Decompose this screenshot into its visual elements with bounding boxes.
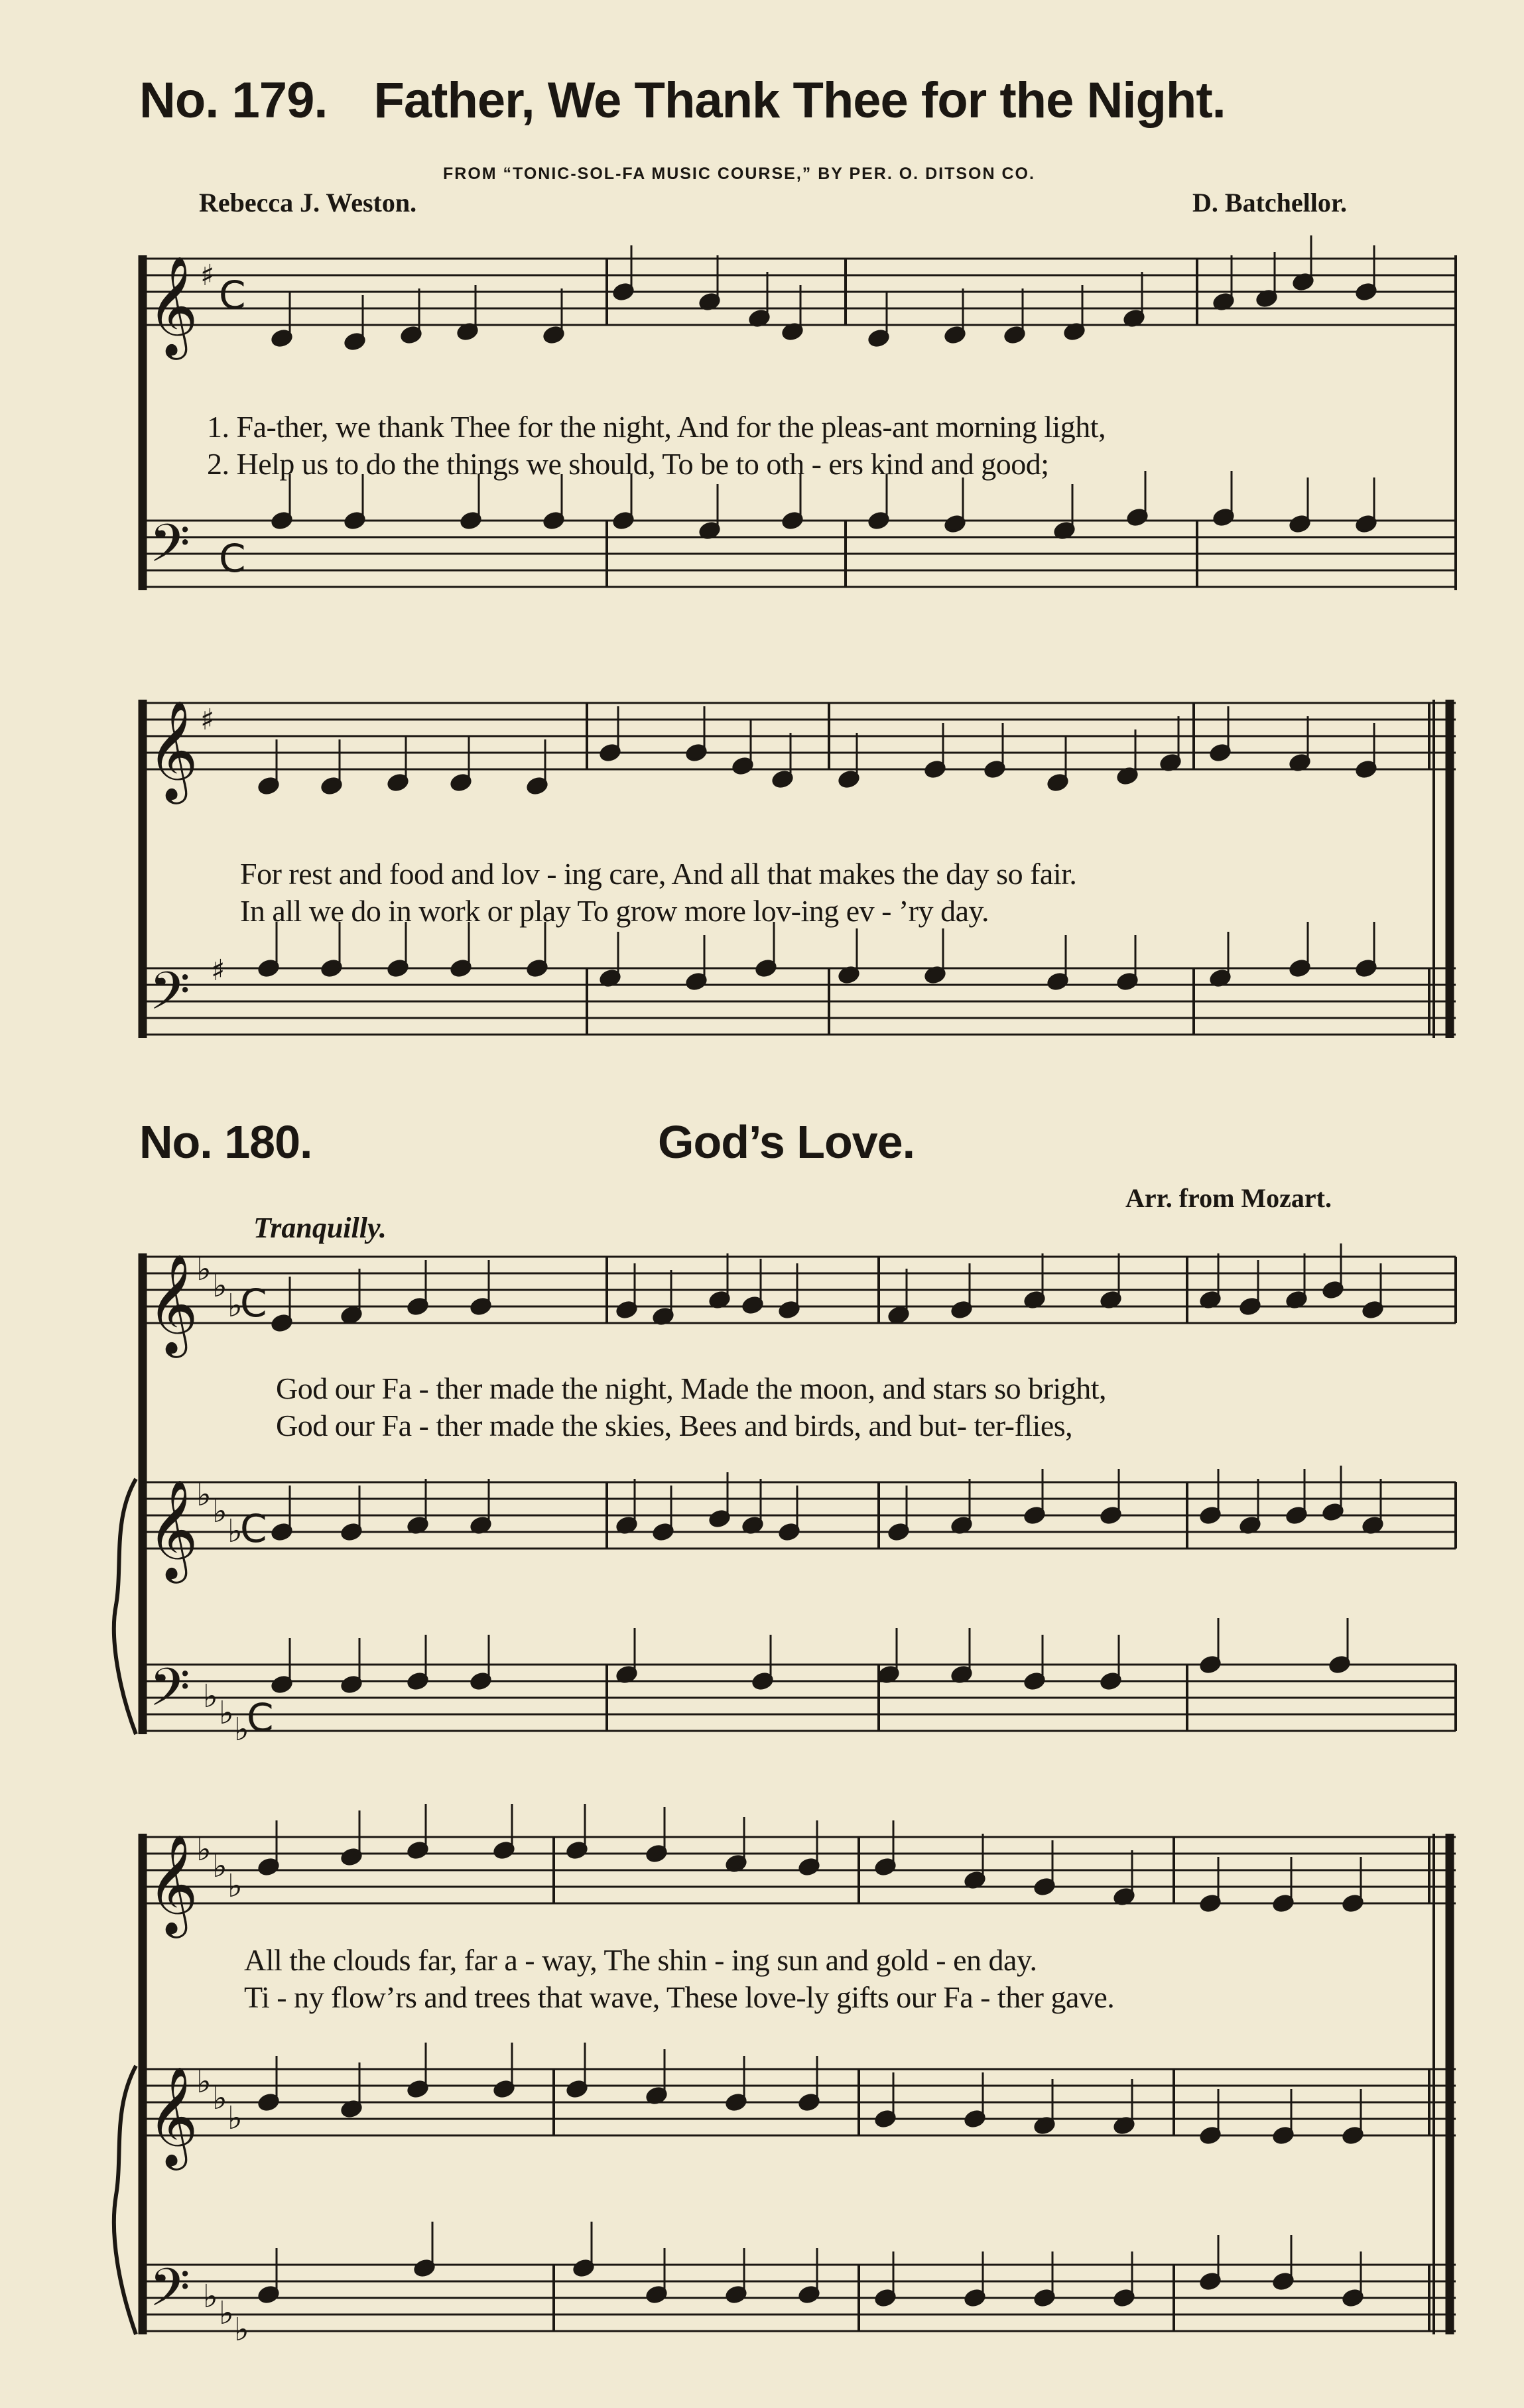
- svg-text:♭: ♭: [227, 1287, 243, 1324]
- svg-text:♭: ♭: [234, 2311, 249, 2348]
- hymn-180-tempo: Tranquilly.: [253, 1212, 387, 1244]
- svg-text:C: C: [219, 273, 246, 318]
- svg-text:♯: ♯: [200, 259, 215, 292]
- svg-text:♭: ♭: [212, 1848, 227, 1885]
- svg-text:♭: ♭: [196, 1831, 212, 1868]
- svg-text:𝄞: 𝄞: [147, 1478, 198, 1579]
- hymn-180-s1-verse-1: God our Fa - ther made the night, Made the moon, and stars so bright,: [276, 1371, 1106, 1405]
- svg-text:♭: ♭: [227, 2100, 243, 2137]
- hymn-180-arranger: Arr. from Mozart.: [1125, 1183, 1332, 1213]
- svg-text:♭: ♭: [203, 2278, 218, 2315]
- svg-text:♭: ♭: [219, 2295, 234, 2332]
- hymn-179-s2-verse-1: For rest and food and lov - ing care, And all that makes the day so fair.: [240, 857, 1077, 891]
- svg-text:♭: ♭: [212, 2080, 227, 2117]
- svg-text:C: C: [240, 1281, 267, 1326]
- svg-text:♯: ♯: [211, 954, 225, 987]
- svg-text:𝄞: 𝄞: [147, 1253, 198, 1354]
- hymn-180-number: No. 180.: [139, 1116, 312, 1168]
- svg-text:𝄢: 𝄢: [149, 960, 190, 1035]
- svg-text:C: C: [247, 1695, 274, 1740]
- hymn-180-title: God’s Love.: [658, 1116, 915, 1168]
- svg-text:𝄢: 𝄢: [149, 513, 190, 587]
- svg-text:♭: ♭: [219, 1694, 234, 1732]
- svg-text:♭: ♭: [203, 1678, 218, 1715]
- svg-text:C: C: [240, 1506, 267, 1551]
- svg-text:♭: ♭: [227, 1868, 243, 1905]
- hymn-179-source: FROM “TONIC-SOL-FA MUSIC COURSE,” BY PER. O. DITSON CO.: [443, 164, 1035, 183]
- svg-text:♭: ♭: [234, 1711, 249, 1748]
- hymn-179-s2-verse-2: In all we do in work or play To grow more lov-ing ev - ’ry day.: [240, 894, 989, 928]
- svg-text:𝄞: 𝄞: [147, 699, 198, 800]
- hymn-180-s2-verse-1: All the clouds far, far a - way, The shin - ing sun and gold - en day.: [244, 1943, 1037, 1977]
- svg-text:♭: ♭: [196, 1251, 212, 1288]
- svg-text:𝄢: 𝄢: [149, 1657, 190, 1731]
- svg-text:♭: ♭: [227, 1513, 243, 1550]
- svg-text:C: C: [219, 536, 246, 581]
- hymn-179-title: Father, We Thank Thee for the Night.: [373, 72, 1226, 129]
- hymn-179-s1-verse-2: 2. Help us to do the things we should, To be to oth - ers kind and good;: [207, 447, 1049, 481]
- hymn-179-lyricist: Rebecca J. Weston.: [199, 188, 417, 218]
- hymn-180-s2-verse-2: Ti - ny flow’rs and trees that wave, These love-ly gifts our Fa - ther gave.: [244, 1980, 1115, 2014]
- svg-text:𝄞: 𝄞: [147, 2065, 198, 2166]
- hymn-179-number: No. 179.: [139, 72, 328, 129]
- svg-text:𝄞: 𝄞: [147, 1833, 198, 1934]
- svg-text:𝄞: 𝄞: [147, 255, 198, 355]
- hymn-179-s1-verse-1: 1. Fa-ther, we thank Thee for the night, And for the pleas-ant morning light,: [207, 410, 1106, 444]
- svg-text:𝄢: 𝄢: [149, 2257, 190, 2331]
- hymn-180-s1-verse-2: God our Fa - ther made the skies, Bees and birds, and but- ter-flies,: [276, 1409, 1073, 1442]
- hymn-179-composer: D. Batchellor.: [1192, 188, 1347, 218]
- svg-text:♭: ♭: [212, 1267, 227, 1304]
- svg-text:♭: ♭: [196, 1476, 212, 1513]
- svg-text:♯: ♯: [200, 703, 215, 737]
- svg-text:♭: ♭: [196, 2063, 212, 2100]
- svg-text:♭: ♭: [212, 1493, 227, 1530]
